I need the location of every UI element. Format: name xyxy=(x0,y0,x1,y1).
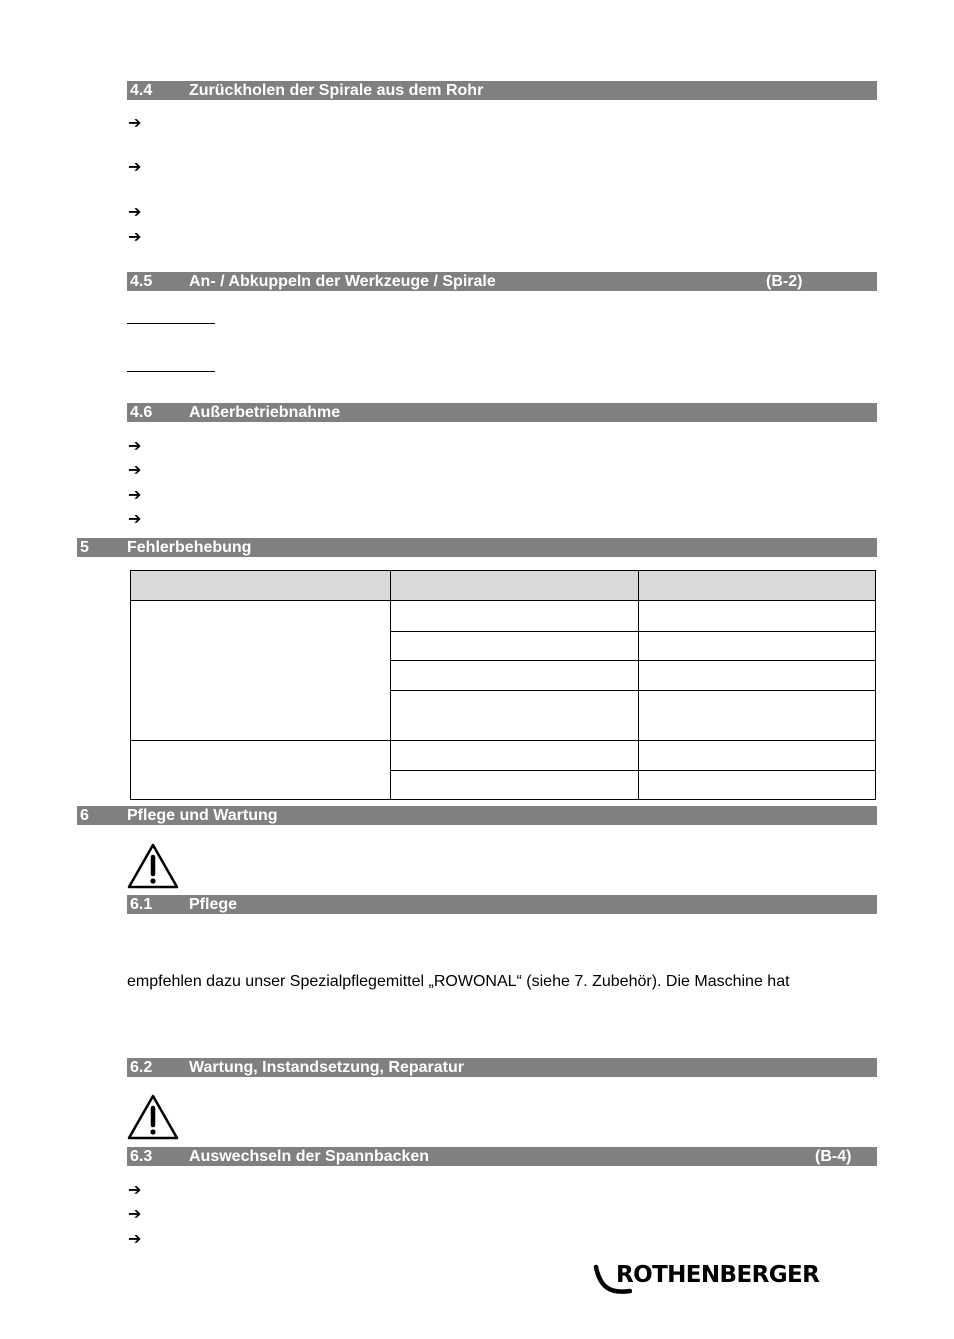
section-number: 6 xyxy=(80,807,89,824)
bullet-arrow-icon: ➔ xyxy=(128,227,142,246)
bullet-arrow-icon: ➔ xyxy=(128,1180,142,1199)
section-number: 6.3 xyxy=(130,1148,153,1165)
section-heading-5 xyxy=(77,538,877,557)
table-row xyxy=(131,741,876,771)
table-cell xyxy=(639,661,876,691)
section-heading-4-5 xyxy=(127,272,877,291)
section-title: Fehlerbehebung xyxy=(127,539,252,556)
table-cell xyxy=(391,771,639,800)
table-cell xyxy=(639,601,876,632)
table-cell xyxy=(391,601,639,632)
table-cell xyxy=(391,741,639,771)
table-header-cell xyxy=(639,571,876,601)
section-heading-6-1 xyxy=(127,895,877,914)
table-cell xyxy=(639,632,876,661)
section-number: 4.5 xyxy=(130,273,153,290)
table-cell xyxy=(639,741,876,771)
section-number: 6.1 xyxy=(130,896,153,913)
section-title: Wartung, Instandsetzung, Reparatur xyxy=(189,1059,464,1076)
bullet-arrow-icon: ➔ xyxy=(128,460,142,479)
warning-triangle-icon xyxy=(126,842,180,890)
table-cell xyxy=(391,632,639,661)
care-paragraph: empfehlen dazu unser Spezialpflegemittel „ROWONAL“ (siehe 7. Zubehör). Die Maschine hat xyxy=(127,973,790,990)
figure-reference: (B-4) xyxy=(815,1148,852,1165)
troubleshooting-table xyxy=(130,570,876,800)
section-title: Pflege und Wartung xyxy=(127,807,278,824)
table-header-cell xyxy=(131,571,391,601)
section-number: 6.2 xyxy=(130,1059,153,1076)
table-header-row xyxy=(131,571,876,601)
section-heading-6-2 xyxy=(127,1058,877,1077)
section-heading-6-3 xyxy=(127,1147,877,1166)
bullet-arrow-icon: ➔ xyxy=(128,436,142,455)
section-number: 5 xyxy=(80,539,89,556)
underline-divider xyxy=(127,323,215,324)
section-number: 4.4 xyxy=(130,82,153,99)
table-cell xyxy=(639,691,876,741)
section-title: Auswechseln der Spannbacken xyxy=(189,1148,430,1165)
rothenberger-logo xyxy=(592,1261,828,1299)
section-heading-4-6 xyxy=(127,403,877,422)
bullet-arrow-icon: ➔ xyxy=(128,1229,142,1248)
bullet-arrow-icon: ➔ xyxy=(128,202,142,221)
section-title: Außerbetriebnahme xyxy=(189,404,341,421)
table-header-cell xyxy=(391,571,639,601)
bullet-arrow-icon: ➔ xyxy=(128,1204,142,1223)
figure-reference: (B-2) xyxy=(766,273,803,290)
bullet-arrow-icon: ➔ xyxy=(128,485,142,504)
table-cell xyxy=(639,771,876,800)
section-heading-6 xyxy=(77,806,877,825)
bullet-arrow-icon: ➔ xyxy=(128,157,142,176)
section-title: An- / Abkuppeln der Werkzeuge / Spirale xyxy=(189,273,496,290)
section-title: Zurückholen der Spirale aus dem Rohr xyxy=(189,82,484,99)
bullet-arrow-icon: ➔ xyxy=(128,509,142,528)
table-cell xyxy=(131,741,391,800)
table-cell xyxy=(131,601,391,741)
section-heading-4-4 xyxy=(127,81,877,100)
warning-triangle-icon xyxy=(126,1093,180,1141)
section-number: 4.6 xyxy=(130,404,153,421)
logo-wordmark: ROTHENBERGER xyxy=(616,1262,820,1288)
table-row xyxy=(131,601,876,632)
bullet-arrow-icon: ➔ xyxy=(128,113,142,132)
section-title: Pflege xyxy=(189,896,238,913)
table-cell xyxy=(391,661,639,691)
table-cell xyxy=(391,691,639,741)
underline-divider xyxy=(127,371,215,372)
